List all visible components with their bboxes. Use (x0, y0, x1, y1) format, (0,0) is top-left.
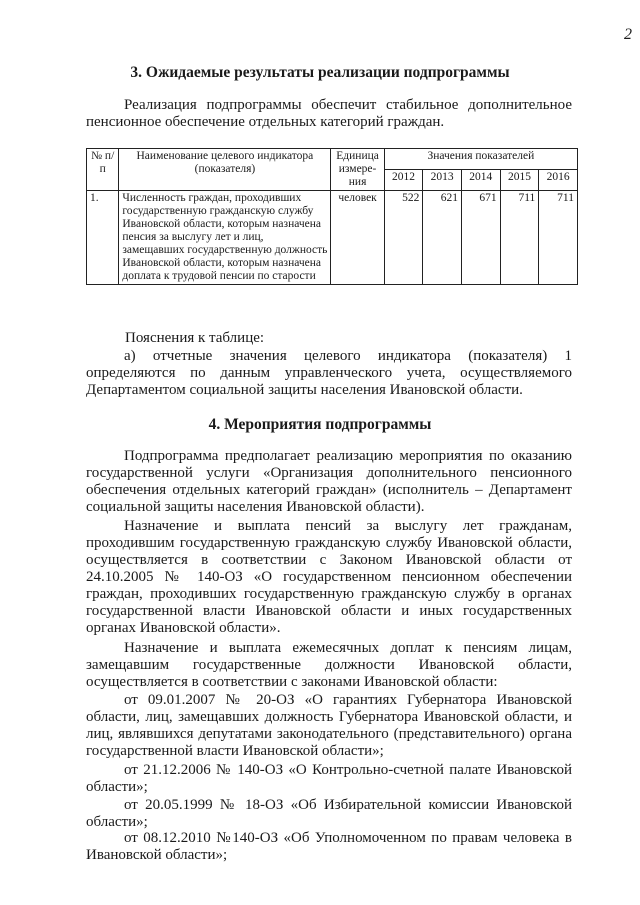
header-unit: Единица измере-ния (331, 149, 384, 191)
row-num: 1. (87, 191, 119, 285)
note-item: а) отчетные значения целевого индикатора (показателя) 1 определяются по данным управленческого учета, осуществляемого Департаментом социальной защиты населения Ивановской области. (86, 348, 572, 398)
row-value: 522 (384, 191, 423, 285)
section-4-paragraph: Подпрограмма предполагает реализацию мероприятия по оказанию государственной услуги «Организация дополнительного пенсионного обеспечения отдельных категорий граждан» (исполнитель – Департамент социальной защиты населения Ивановской области). (86, 448, 572, 515)
header-year: 2014 (461, 170, 500, 191)
section-4-paragraph: от 09.01.2007 № 20-ОЗ «О гарантиях Губернатора Ивановской области, лиц, замещавших должность Губернатора Ивановской области, и лиц, являвшихся депутатами законодательного (представительного) органа государственной власти Ивановской области»; (86, 692, 572, 759)
section-4-heading: 4. Мероприятия подпрограммы (208, 416, 432, 433)
header-name: Наименование целевого индикатора (показателя) (119, 149, 331, 191)
section-4-paragraph: Назначение и выплата ежемесячных доплат к пенсиям лицам, замещавшим государственные должности Ивановской области, осуществляется в соответствии с законами Ивановской области: (86, 640, 572, 690)
header-num: № п/п (87, 149, 119, 191)
header-values-group: Значения показателей (384, 149, 577, 170)
section-3-intro: Реализация подпрограммы обеспечит стабильное дополнительное пенсионное обеспечение отдельных категорий граждан. (86, 97, 572, 130)
section-3-heading: 3. Ожидаемые результаты реализации подпрограммы (130, 64, 510, 81)
row-value: 711 (539, 191, 578, 285)
header-year: 2012 (384, 170, 423, 191)
table-row (87, 191, 578, 285)
header-year: 2016 (539, 170, 578, 191)
row-value: 621 (423, 191, 462, 285)
row-value: 671 (461, 191, 500, 285)
section-4-paragraph: от 21.12.2006 № 140-ОЗ «О Контрольно-счетной палате Ивановской области»; (86, 762, 572, 795)
section-4-paragraph: от 20.05.1999 № 18-ОЗ «Об Избирательной комиссии Ивановской области»; (86, 797, 572, 830)
indicator-table (86, 148, 578, 285)
row-value: 711 (500, 191, 539, 285)
page-number: 2 (624, 26, 632, 43)
table-header-row (87, 149, 578, 170)
row-name: Численность граждан, проходивших государственную гражданскую службу Ивановской области, которым назначена пенсия за выслугу лет и лиц, замещавших государственную должность Ивановской области, которым назначена доплата к трудовой пенсии по старости (119, 191, 331, 285)
header-year: 2015 (500, 170, 539, 191)
section-4-paragraph: от 08.12.2010 №140-ОЗ «Об Уполномоченном по правам человека в Ивановской области»; (86, 830, 572, 863)
header-year: 2013 (423, 170, 462, 191)
row-unit: человек (331, 191, 384, 285)
notes-title: Пояснения к таблице: (125, 330, 265, 346)
section-4-paragraph: Назначение и выплата пенсий за выслугу лет гражданам, проходившим государственную гражданскую службу Ивановской области, осуществляется в соответствии с Законом Ивановской области от 24.10.2005 № 140-ОЗ «О государственном пенсионном обеспечении граждан, проходивших государственную гражданскую службу в органах государственной власти Ивановской области и иных государственных органах Ивановской области». (86, 518, 572, 636)
